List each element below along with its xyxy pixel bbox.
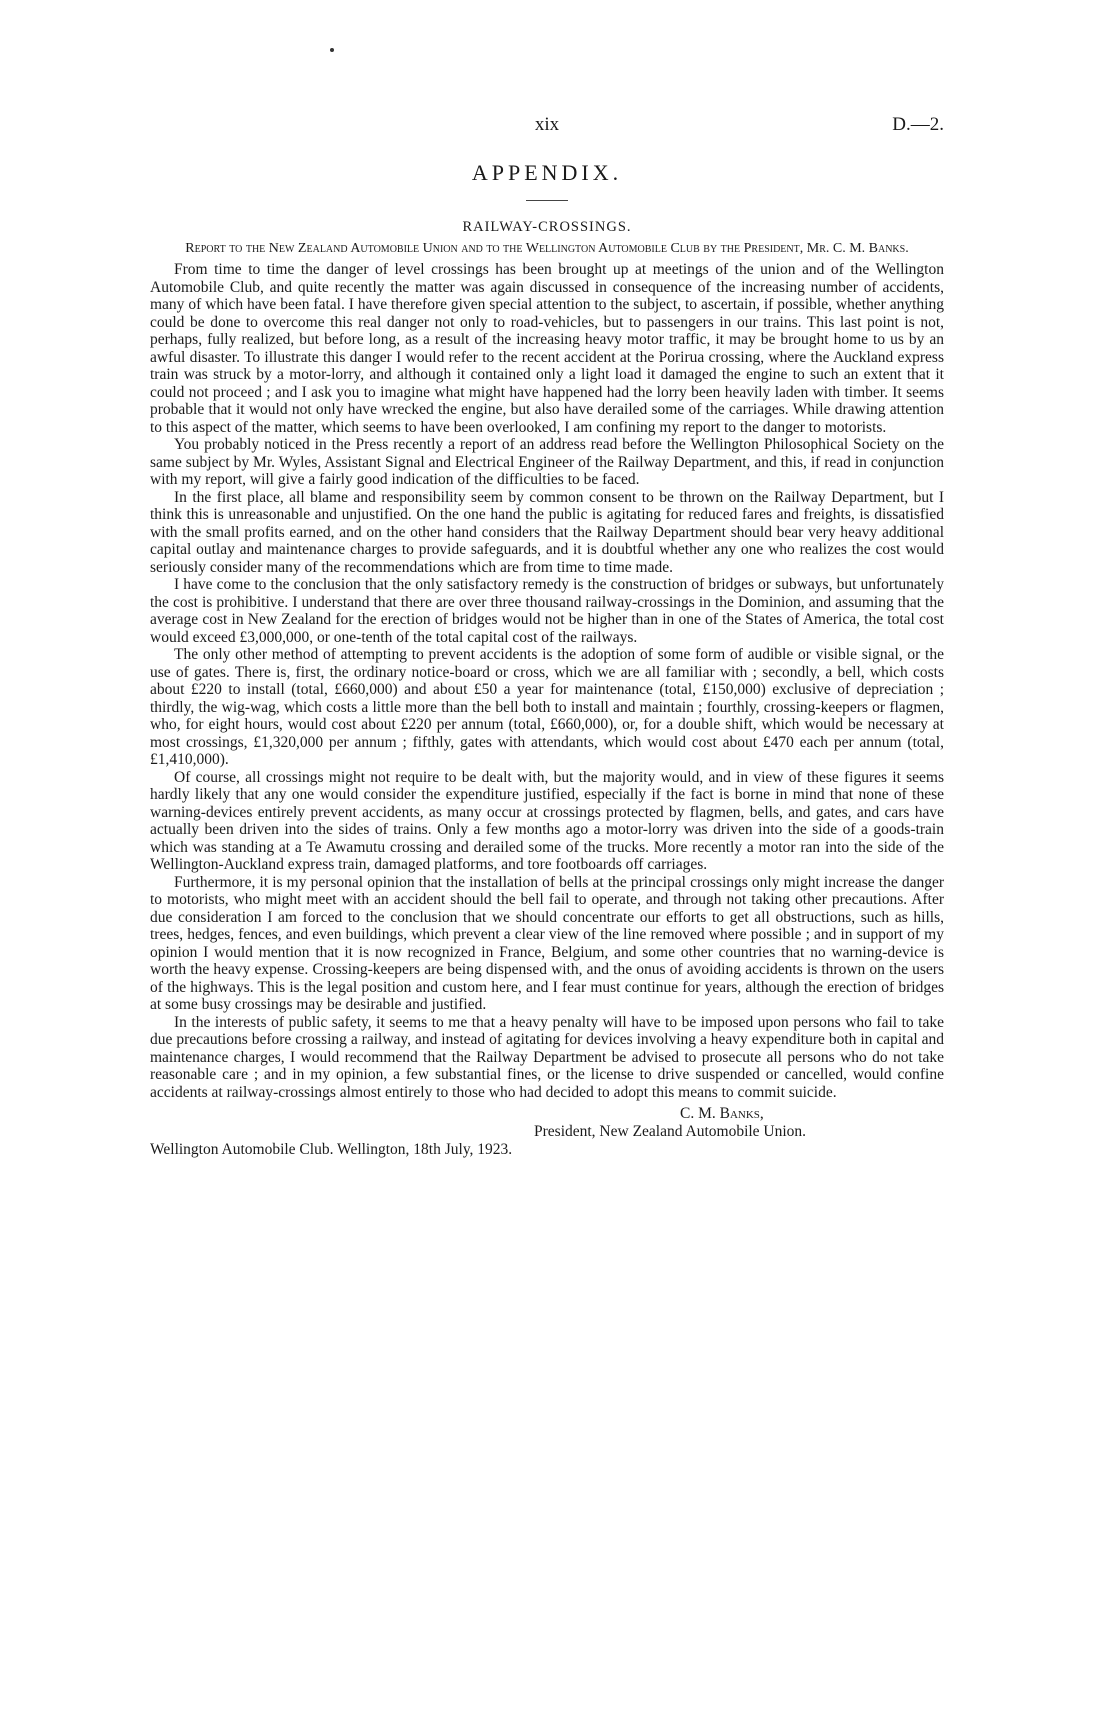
report-body: [150, 261, 944, 1101]
document-reference: D.—2.: [892, 114, 944, 135]
title-divider: [526, 200, 568, 201]
paragraph: In the interests of public safety, it seems to me that a heavy penalty will have to be imposed upon persons who fail to take due precautions before crossing a railway, and instead of agitating for devices involving a heavy expenditure both in capital and maintenance charges, I would recommend that the Railway Department be advised to prosecute all persons who do not take reasonable care ; and in my opinion, a few substantial fines, or the license to drive suspended or cancelled, would confine accidents at railway-crossings almost entirely to those who had decided to adopt this means to commit suicide.: [150, 1013, 944, 1101]
paragraph: You probably noticed in the Press recently a report of an address read before the Wellington Philosophical Society on the same subject by Mr. Wyles, Assistant Signal and Electrical Engineer of the Railway Department, and this, if read in conjunction with my report, will give a fairly good indication of the difficulties to be faced.: [150, 436, 944, 488]
appendix-title: APPENDIX.: [471, 160, 623, 185]
paragraph: The only other method of attempting to prevent accidents is the adoption of some form of audible or visible signal, or the use of gates. There is, first, the ordinary notice-board or cross, which we are all familiar with ; secondly, a bell, which costs about £220 to install (total, £660,000) and about £50 a year for maintenance (total, £150,000) exclusive of depreciation ; thirdly, the wig-wag, which costs a little more than the bell both to install and maintain ; fourthly, crossing-keepers or flagmen, who, for eight hours, would cost about £220 per annum (total, £660,000), or, for a double shift, which would be necessary at most crossings, £1,320,000 per annum ; fifthly, gates with attendants, which would cost about £470 each per annum (total, £1,410,000).: [150, 646, 944, 768]
stray-mark: [330, 48, 334, 52]
document-page: [150, 110, 944, 1159]
signatory-title: President, New Zealand Automobile Union.: [534, 1123, 807, 1140]
signatory-name: C. M. Banks,: [680, 1105, 764, 1122]
paragraph: From time to time the danger of level crossings has been brought up at meetings of the union and of the Wellington Automobile Club, and quite recently the matter was again discussed in consequence of the increasing number of accidents, many of which have been fatal. I have therefore given special attention to the subject, to ascertain, if possible, whether anything could be done to overcome this real danger not only to road-vehicles, but to passengers in our trains. This last point is not, perhaps, fully realized, but before long, as a result of the increasing heavy motor traffic, it may be brought home to us by an awful disaster. To illustrate this danger I would refer to the recent accident at the Porirua crossing, where the Auckland express train was struck by a motor-lorry, and although it contained only a light load it damaged the engine to such an extent that it could not proceed ; and I ask you to imagine what might have happened had the lorry been heavily laden with timber. It seems probable that it would not only have wrecked the engine, but also have derailed some of the carriages. While drawing attention to this aspect of the matter, which seems to have been overlooked, I am confining my report to the danger to motorists.: [150, 261, 944, 436]
place-and-date: Wellington Automobile Club. Wellington, 18th July, 1923.: [150, 1141, 513, 1158]
section-title: RAILWAY-CROSSINGS.: [462, 219, 632, 235]
paragraph: In the first place, all blame and responsibility seem by common consent to be thrown on the Railway Department, but I think this is unreasonable and unjustified. On the one hand the public is agitating for reduced fares and freights, is dissatisfied with the small profits earned, and on the other hand considers that the Railway Department should bear very heavy additional capital outlay and maintenance charges to provide safeguards, and it is doubtful whether any one who realizes the cost would seriously consider many of the recommendations which are from time to time made.: [150, 488, 944, 576]
report-heading: Report to the New Zealand Automobile Union and to the Wellington Automobile Club by the President, Mr. C. M. Banks.: [185, 241, 909, 256]
signature-block: [150, 1105, 944, 1159]
page-number: xix: [534, 114, 560, 135]
paragraph: Furthermore, it is my personal opinion that the installation of bells at the principal crossings only might increase the danger to motorists, who might meet with an accident should the bell fail to operate, and through not taking other precautions. After due consideration I am forced to the conclusion that we should concentrate our efforts to get all obstructions, such as hills, trees, hedges, fences, and even buildings, which prevent a clear view of the line removed where possible ; and in support of my opinion I would mention that it is now recognized in France, Belgium, and some other countries that no warning-device is worth the heavy expense. Crossing-keepers are being dispensed with, and the onus of avoiding accidents is thrown on the users of the highways. This is the legal position and custom here, and I fear must continue for years, although the erection of bridges at some busy crossings may be desirable and justified.: [150, 873, 944, 1013]
paragraph: Of course, all crossings might not require to be dealt with, but the majority would, and in view of these figures it seems hardly likely that any one would consider the expenditure justified, especially if the fact is borne in mind that none of these warning-devices entirely prevent accidents, as many occur at crossings protected by flagmen, bells, and gates, and cars have actually been driven into the sides of trains. Only a few months ago a motor-lorry was driven into the side of a goods-train which was standing at a Te Awamutu crossing and derailed some of the trucks. More recently a motor ran into the side of the Wellington-Auckland express train, damaged platforms, and tore footboards off carriages.: [150, 768, 944, 873]
page-header: [150, 110, 944, 140]
paragraph: I have come to the conclusion that the only satisfactory remedy is the construction of bridges or subways, but unfortunately the cost is prohibitive. I understand that there are over three thousand railway-crossings in the Dominion, and assuming that the average cost in New Zealand for the erection of bridges would not be higher than in one of the States of America, the total cost would exceed £3,000,000, or one-tenth of the total capital cost of the railways.: [150, 576, 944, 646]
